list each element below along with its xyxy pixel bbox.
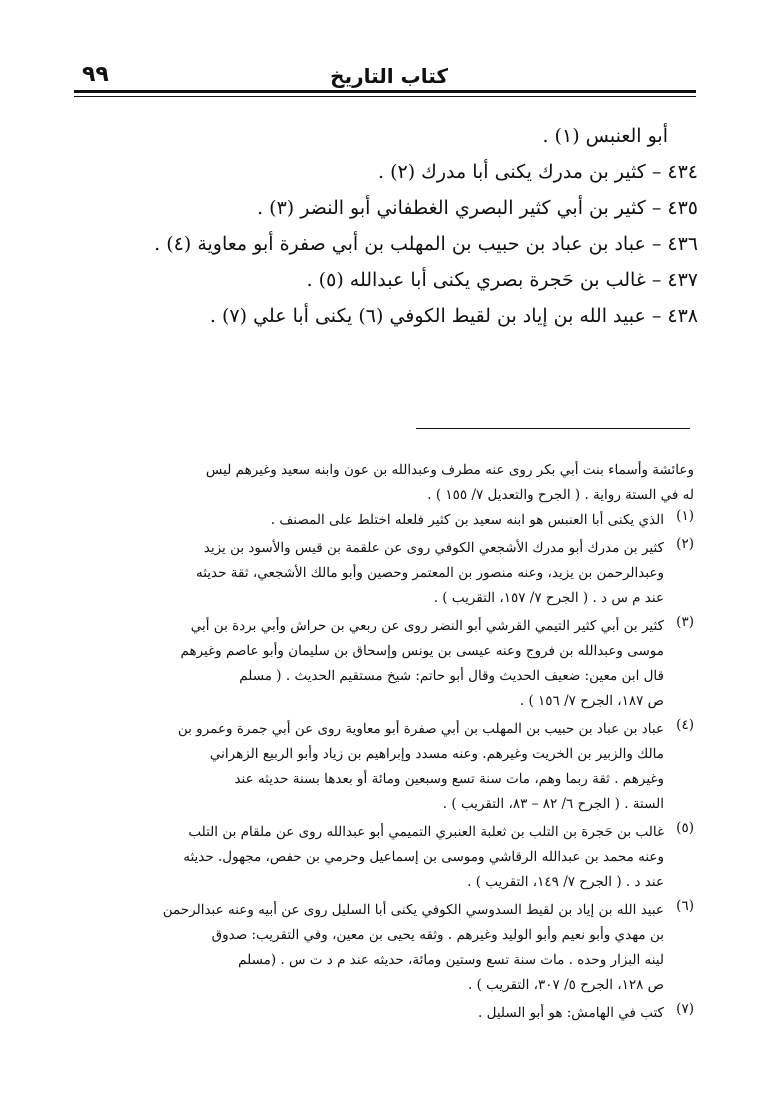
footnote-body: [68, 820, 664, 895]
footnote-number: (١): [676, 508, 694, 524]
footnote-line: وعبدالرحمن بن يزيد، وعنه منصور بن المعتمر وحصين وأبو مالك الأشجعي، ثقة حديثه: [195, 565, 664, 581]
entry-line: ٤٣٤ – كثير بن مدرك يكنى أبا مدرك (٢) .: [378, 161, 698, 183]
page-header: [74, 60, 696, 100]
footnote-4: [68, 717, 694, 817]
footnote-body: [68, 717, 664, 817]
header-rule-thick: [74, 90, 696, 93]
page-number: ٩٩: [82, 62, 109, 87]
footnote-1: [68, 508, 694, 533]
footnote-number: (٢): [676, 536, 694, 552]
footnote-line: وعنه محمد بن عبدالله الرقاشي وموسى بن إسماعيل وحرمي بن حفص، مجهول. حديثه: [183, 849, 664, 865]
footnote-number: (٧): [676, 1001, 694, 1017]
footnote-line: وغيرهم . ثقة ربما وهم، مات سنة تسع وسبعين ومائة أو بعدها بسنة حديثه عند: [234, 771, 664, 787]
footnotes: [68, 458, 694, 1026]
entry-line: أبو العنبس (١) .: [542, 125, 668, 147]
footnote-7: [68, 1001, 694, 1026]
footnote-line: ص ١٨٧، الجرح ٧/ ١٥٦ ) .: [519, 693, 664, 709]
main-text: [58, 118, 698, 334]
footnote-line: كثير بن مدرك أبو مدرك الأشجعي الكوفي روى عن علقمة بن قيس والأسود بن يزيد: [203, 540, 664, 556]
running-title: كتاب التاريخ: [330, 64, 448, 88]
entry-line: ٤٣٦ – عباد بن عباد بن حبيب بن المهلب بن أبي صفرة أبو معاوية (٤) .: [154, 233, 698, 255]
footnote-body: [68, 536, 664, 611]
footnote-line: بن مهدي وأبو نعيم وأبو الوليد وغيرهم . وثقه يحيى بن معين، وفي التقريب: صدوق: [211, 927, 664, 943]
footnote-line: قال ابن معين: ضعيف الحديث وقال أبو حاتم: شيخ مستقيم الحديث . ( مسلم: [239, 668, 664, 684]
footnote-line: عند م س د . ( الجرح ٧/ ١٥٧، التقريب ) .: [433, 590, 664, 606]
footnote-line: غالب بن حَجرة بن التلب بن ثعلبة العنبري التميمي أبو عبدالله روى عن ملقام بن التلب: [188, 824, 664, 840]
footnote-number: (٥): [676, 820, 694, 836]
entry-line: ٤٣٧ – غالب بن حَجرة بصري يكنى أبا عبدالله (٥) .: [306, 269, 698, 291]
footnote-5: [68, 820, 694, 895]
footnote-body: [68, 614, 664, 714]
footnote-line: الستة . ( الجرح ٦/ ٨٢ – ٨٣، التقريب ) .: [442, 796, 664, 812]
footnote-number: (٣): [676, 614, 694, 630]
footnote-continuation-line: وعائشة وأسماء بنت أبي بكر روى عنه مطرف وعبدالله بن عون وابنه سعيد وغيرهم ليس: [205, 462, 694, 478]
footnote-line: كتب في الهامش: هو أبو السليل .: [478, 1005, 664, 1021]
footnote-line: عند د . ( الجرح ٧/ ١٤٩، التقريب ) .: [467, 874, 664, 890]
entry-line: ٤٣٥ – كثير بن أبي كثير البصري الغطفاني أبو النضر (٣) .: [257, 197, 698, 219]
entry-line: ٤٣٨ – عبيد الله بن إياد بن لقيط الكوفي (٦) يكنى أبا علي (٧) .: [209, 305, 698, 327]
footnote-body: [68, 1001, 664, 1026]
footnote-line: موسى وعبدالله بن فروج وعنه عيسى بن يونس وإسحاق بن سليمان وأبو عاصم وغيرهم: [180, 643, 664, 659]
footnote-line: لينه البزار وحده . مات سنة تسع وستين ومائة، حديثه عند م د ت س . (مسلم: [238, 952, 664, 968]
footnote-line: عبيد الله بن إياد بن لقيط السدوسي الكوفي يكنى أبا السليل روى عن أبيه وعنه عبدالرحمن: [162, 902, 664, 918]
footnote-separator: [416, 428, 690, 429]
footnote-line: الذي يكنى أبا العنبس هو ابنه سعيد بن كثير فلعله اختلط على المصنف .: [270, 512, 664, 528]
footnote-line: ص ١٢٨، الجرح ٥/ ٣٠٧، التقريب ) .: [468, 977, 664, 993]
footnote-number: (٤): [676, 717, 694, 733]
header-rule-thin: [74, 96, 696, 97]
footnote-continuation-line: له في الستة رواية . ( الجرح والتعديل ٧/ ١٥٥ ) .: [427, 487, 694, 503]
footnote-number: (٦): [676, 898, 694, 914]
footnote-body: [68, 898, 664, 998]
footnote-2: [68, 536, 694, 611]
footnote-line: مالك والزبير بن الخريت وغيرهم. وعنه مسدد وإبراهيم بن زياد وأبو الربيع الزهراني: [209, 746, 664, 762]
footnote-line: كثير بن أبي كثير التيمي القرشي أبو النضر روى عن ربعي بن حراش وأبي بردة بن أبي: [190, 618, 664, 634]
footnote-line: عباد بن عباد بن حبيب بن المهلب بن أبي صفرة أبو معاوية روى عن أبي جمرة وعمرو بن: [177, 721, 664, 737]
footnote-6: [68, 898, 694, 998]
footnote-body: [68, 508, 664, 533]
footnote-3: [68, 614, 694, 714]
